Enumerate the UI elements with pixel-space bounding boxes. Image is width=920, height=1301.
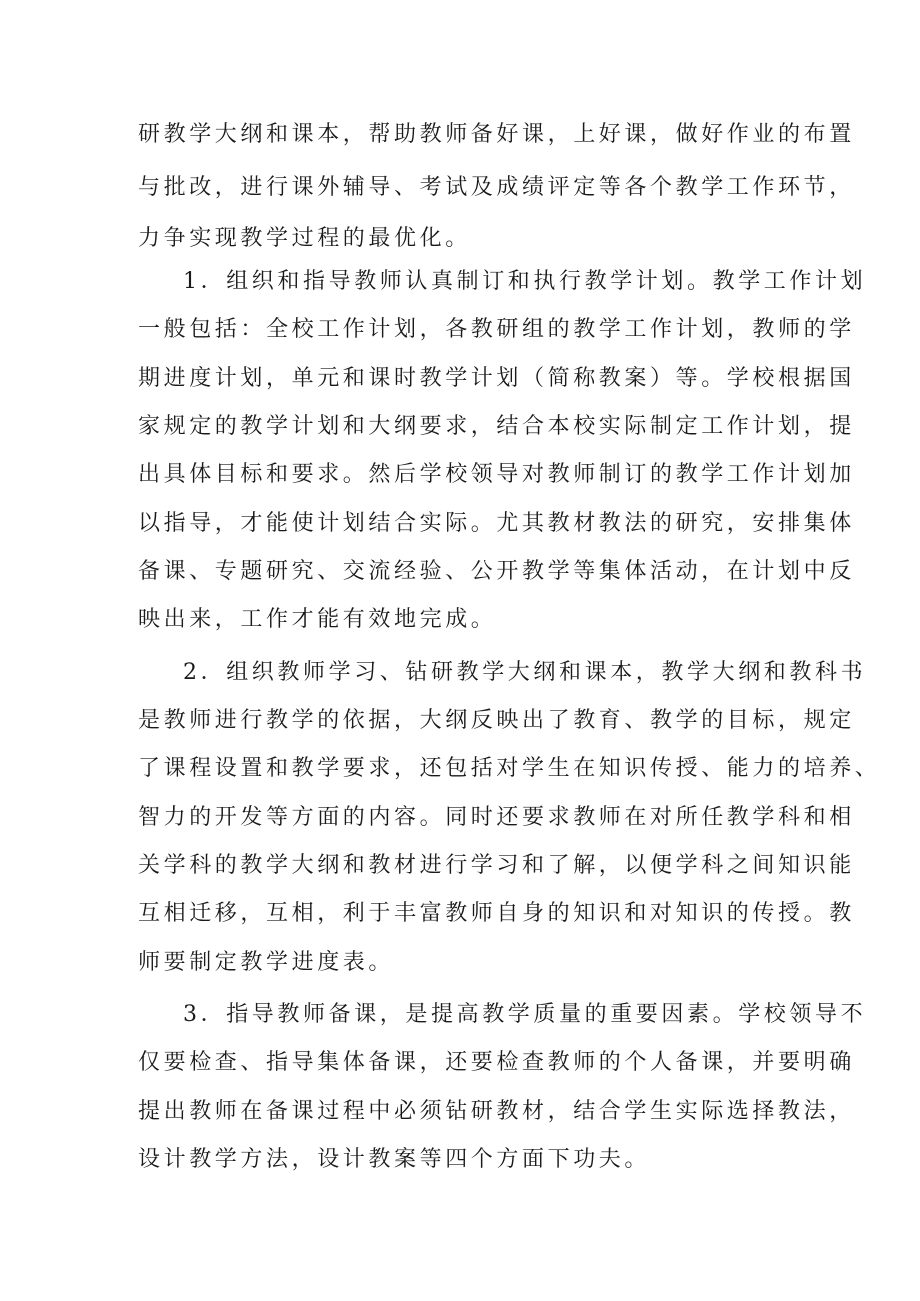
text-line: 提出教师在备课过程中必须钻研教材，结合学生实际选择教法，	[138, 1099, 855, 1124]
text-line: 期进度计划，单元和课时教学计划（简称教案）等。学校根据国	[138, 366, 855, 391]
text-line: 仅要检查、指导集体备课，还要检查教师的个人备课，并要明确	[138, 1050, 855, 1075]
text-line: 是教师进行教学的依据，大纲反映出了教育、教学的目标，规定	[138, 708, 855, 733]
text-line: 关学科的教学大纲和教材进行学习和了解，以便学科之间知识能	[138, 853, 855, 878]
text-line: 师要制定教学进度表。	[138, 950, 395, 975]
text-line: 3．指导教师备课，是提高教学质量的重要因素。学校领导不	[183, 1002, 867, 1027]
text-line: 互相迁移，互相，利于丰富教师自身的知识和对知识的传授。教	[138, 901, 855, 926]
text-line: 出具体目标和要求。然后学校领导对教师制订的教学工作计划加	[138, 462, 855, 487]
text-line: 力争实现教学过程的最优化。	[138, 226, 471, 251]
text-line: 设计教学方法，设计教案等四个方面下功夫。	[138, 1147, 651, 1172]
text-line: 1．组织和指导教师认真制订和执行教学计划。教学工作计划	[183, 269, 867, 294]
text-line: 了课程设置和教学要求，还包括对学生在知识传授、能力的培养、	[138, 756, 881, 781]
text-line: 研教学大纲和课本，帮助教师备好课，上好课，做好作业的布置	[138, 122, 855, 147]
text-line: 一般包括：全校工作计划，各教研组的教学工作计划，教师的学	[138, 317, 855, 342]
text-line: 家规定的教学计划和大纲要求，结合本校实际制定工作计划，提	[138, 414, 855, 439]
text-line: 映出来，工作才能有效地完成。	[138, 607, 497, 632]
text-line: 与批改，进行课外辅导、考试及成绩评定等各个教学工作环节，	[138, 175, 855, 200]
text-line: 智力的开发等方面的内容。同时还要求教师在对所任教学科和相	[138, 805, 855, 830]
text-line: 2．组织教师学习、钻研教学大纲和课本，教学大纲和教科书	[183, 660, 867, 685]
text-line: 以指导，才能使计划结合实际。尤其教材教法的研究，安排集体	[138, 511, 855, 536]
text-line: 备课、专题研究、交流经验、公开教学等集体活动，在计划中反	[138, 559, 855, 584]
